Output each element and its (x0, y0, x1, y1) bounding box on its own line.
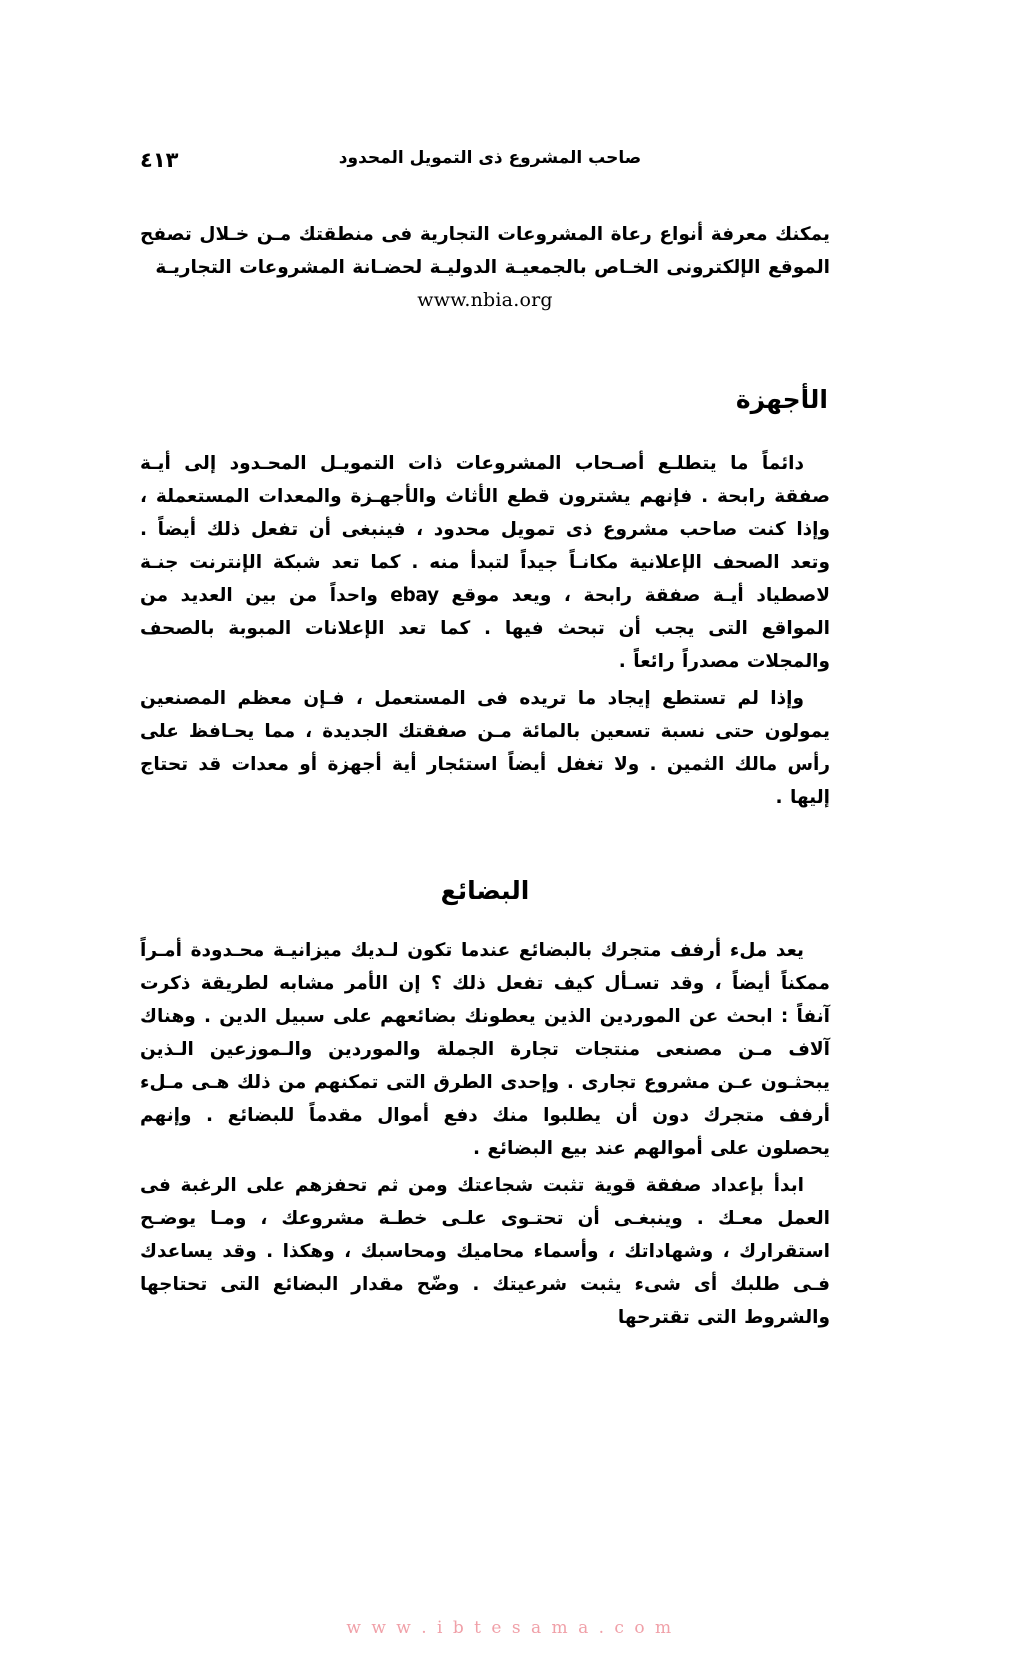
page-body (140, 218, 830, 1334)
page-number: ٤١٣ (140, 148, 179, 172)
running-head-title: صاحب المشروع ذى التمويل المحدود (338, 148, 642, 168)
heading-goods: البضائع (440, 876, 530, 905)
paragraph-used-equipment-deals: دائماً ما يتطلـع أصـحاب المشروعات ذات التمويـل المحـدود إلى أيـة صفقة رابحة . فإنهم يشترون قطع الأثاث والأجهـزة والمعدات المستعملة ، وإذا كنت صاحب مشروع ذى تمويل محدود ، فينبغى أن تفعل ذلك أيضاً . وتعد الصحف الإعلانية مكانـاً جيداً لتبدأ منه . كما تعد شبكة الإنترنت جنـة لاصطياد أيـة صفقة رابحة ، ويعد موقع ebay واحداً من بين العديد من المواقع التى يجب أن تبحث فيها . كما تعد الإعلانات المبوبة بالصحف والمجلات مصدراً رائعاً . (140, 453, 830, 672)
spacer-before-equipment-heading (140, 317, 830, 383)
nbia-url: www.nbia.org (417, 289, 553, 311)
heading-equipment: الأجهزة (735, 385, 828, 414)
paragraph-preparing-strong-deal: ابدأ بإعداد صفقة قوية تثبت شجاعتك ومن ثم تحفزهم على الرغبة فى العمل معـك . وينبغـى أن تحتـوى علـى خطـة مشروعك ، ومـا يوضـح استقرارك ، وشهاداتك ، وأسماء محاميك ومحاسبك ، وهكذا . وقد يساعدك فـى طلبك أى شىء يثبت شرعيتك . وضّح مقدار البضائع التى تحتاجها والشروط التى تقترحها (140, 1175, 830, 1328)
spacer-after-goods-heading (140, 908, 830, 934)
spacer-before-goods-heading (140, 814, 830, 874)
paragraph-stocking-shelves: يعد ملء أرفف متجرك بالبضائع عندما تكون لـديك ميزانيـة محـدودة أمـراً ممكناً أيضاً ، وقد تسـأل كيف تفعل ذلك ؟ إن الأمر مشابه لطريقة ذكرت آنفاً : ابحث عن الموردين الذين يعطونك بضائعهم على سبيل الدين . وهناك آلاف مـن مصنعى منتجات تجارة الجملة والموردين والـموزعين الـذين يبحثـون عـن مشروع تجارى . وإحدى الطرق التى تمكنهم من ذلك هـى مـلء أرفف متجرك دون أن يطلبوا منك دفع أموال مقدماً للبضائع . وإنهم يحصلون على أموالهم عند بيع البضائع . (140, 940, 830, 1159)
site-watermark: w w w . i b t e s a m a . c o m (346, 1618, 674, 1638)
paragraph-manufacturer-financing: وإذا لم تستطع إيجاد ما تريده فى المستعمل ، فـإن معظم المصنعين يمولون حتى نسبة تسعين بالمائة مـن صفقتك الجديدة ، مما يحـافظ على رأس مالك الثمين . ولا تغفل أيضاً استئجار أية أجهزة أو معدات قد تحتاج إليها . (140, 688, 830, 808)
spacer-after-equipment-heading (140, 417, 830, 447)
paragraph-incubator-website: يمكنك معرفة أنواع رعاة المشروعات التجارية فى منطقتك مـن خـلال تصفح الموقع الإلكترونى الخـاص بالجمعيـة الدوليـة لحضـانة المشروعات التجاريـة (140, 224, 830, 278)
running-head (140, 148, 840, 182)
